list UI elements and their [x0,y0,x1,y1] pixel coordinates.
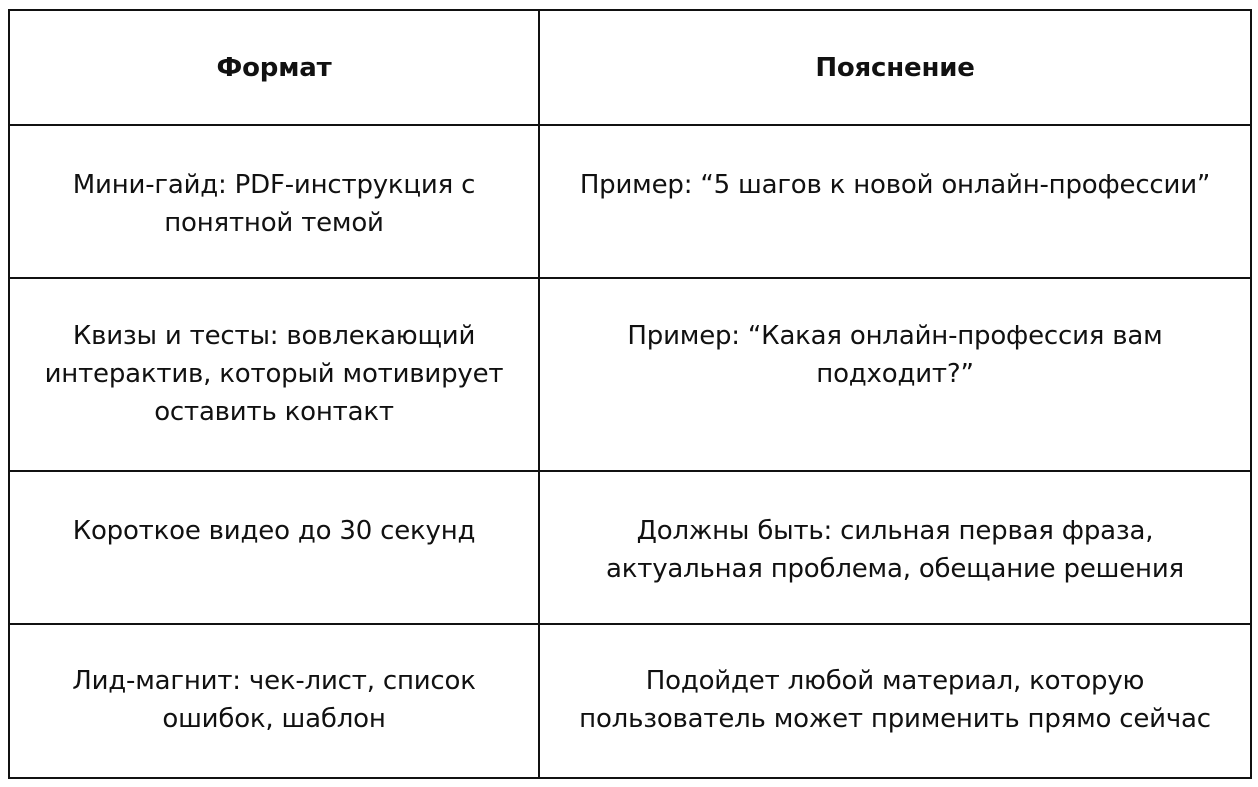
table-row [9,471,1251,624]
explanation-cell [539,278,1251,471]
table-row [9,278,1251,471]
format-cell [9,624,539,778]
format-cell [9,125,539,278]
format-text: Короткое видео до 30 секунд [72,516,476,546]
explanation-cell [539,624,1251,778]
format-cell [9,278,539,471]
header-format: Формат [9,10,539,125]
explanation-cell [539,125,1251,278]
explanation-text: Должны быть: сильная первая фраза, актуальная проблема, обещание решения [606,516,1184,584]
format-text: Лид-магнит: чек-лист, список ошибок, шаблон [72,666,476,734]
explanation-cell [539,471,1251,624]
table-row [9,125,1251,278]
format-text: Квизы и тесты: вовлекающий интерактив, который мотивирует оставить контакт [44,321,504,427]
formats-table [8,9,1252,779]
explanation-text: Подойдет любой материал, которую пользователь может применить прямо сейчас [579,666,1211,734]
format-text: Мини-гайд: PDF-инструкция с понятной темой [72,170,476,238]
table-row [9,624,1251,778]
explanation-text: Пример: “5 шагов к новой онлайн-профессии” [579,170,1211,200]
explanation-text: Пример: “Какая онлайн-профессия вам подходит?” [627,321,1163,389]
header-explanation: Пояснение [539,10,1251,125]
format-cell [9,471,539,624]
table-header-row [9,10,1251,125]
